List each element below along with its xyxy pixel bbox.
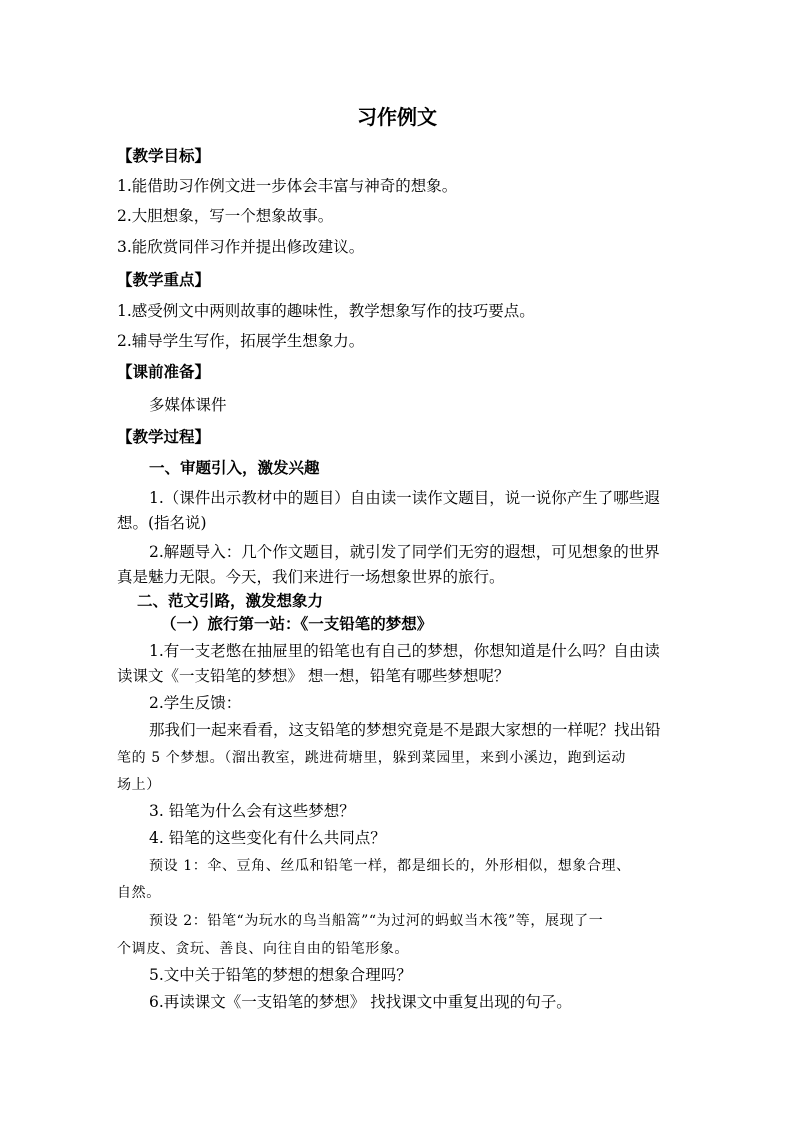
q4: 4. 铅笔的这些变化有什么共同点？: [149, 829, 386, 847]
goal-item-1: 1.能借助习作例文进一步体会丰富与神奇的想象。: [117, 177, 458, 195]
section1-title: 一、审题引入，激发兴趣: [149, 458, 320, 477]
process-heading: 【教学过程】: [117, 428, 211, 446]
q2-paragraph-line2: 笔的 5 个梦想。（溜出教室，跳进荷塘里，躲到菜园里，来到小溪边，跑到运动: [117, 750, 627, 766]
preset1-line2: 自然。: [117, 885, 161, 901]
goal-item-2: 2.大胆想象，写一个想象故事。: [117, 207, 334, 225]
key-point-item-1: 1.感受例文中两则故事的趣味性，教学想象写作的技巧要点。: [117, 302, 535, 320]
q3: 3. 铅笔为什么会有这些梦想？: [149, 802, 355, 820]
section1-p1-line1: 1.（课件出示教材中的题目）自由读一读作文题目，说一说你产生了哪些遐: [149, 489, 660, 507]
preparation-heading: 【课前准备】: [117, 363, 211, 381]
section1-p1-line2: 想。(指名说): [117, 514, 207, 532]
q5: 5.文中关于铅笔的梦想的想象合理吗？: [149, 966, 412, 984]
q2-label: 2.学生反馈：: [149, 694, 242, 712]
goals-heading: 【教学目标】: [117, 147, 211, 165]
preset2-line1: 预设 2：铅笔“为玩水的鸟当船篙”“为过河的蚂蚁当木筏”等，展现了一: [149, 913, 604, 929]
preparation-text: 多媒体课件: [149, 396, 227, 414]
page-title: 习作例文: [357, 105, 437, 129]
q1-line1: 1.有一支老憋在抽屉里的铅笔也有自己的梦想，你想知道是什么吗？自由读: [149, 642, 660, 660]
section1-p2-line2: 真是魅力无限。今天，我们来进行一场想象世界的旅行。: [117, 568, 505, 586]
key-point-item-2: 2.辅导学生写作，拓展学生想象力。: [117, 332, 365, 350]
section2-title: 二、范文引路，激发想象力: [137, 591, 324, 610]
preset1-line1: 预设 1：伞、豆角、丝瓜和铅笔一样，都是细长的，外形相似，想象合理、: [149, 858, 631, 874]
q1-line2: 读课文《一支铅笔的梦想》 想一想，铅笔有哪些梦想呢？: [117, 667, 510, 685]
q6: 6.再读课文《一支铅笔的梦想》 找找课文中重复出现的句子。: [149, 993, 572, 1011]
preset2-line2: 个调皮、贪玩、善良、向往自由的铅笔形象。: [117, 941, 409, 957]
section1-p2-line1: 2.解题导入：几个作文题目，就引发了同学们无穷的遐想，可见想象的世界: [149, 543, 660, 561]
q2-paragraph-line3: 场上）: [117, 777, 161, 793]
key-points-heading: 【教学重点】: [117, 271, 211, 289]
q2-paragraph-line1: 那我们一起来看看，这支铅笔的梦想究竟是不是跟大家想的一样呢？找出铅: [149, 721, 661, 739]
goal-item-3: 3.能欣赏同伴习作并提出修改建议。: [117, 238, 365, 256]
section2-subtitle: （一）旅行第一站：《一支铅笔的梦想》: [161, 614, 433, 633]
